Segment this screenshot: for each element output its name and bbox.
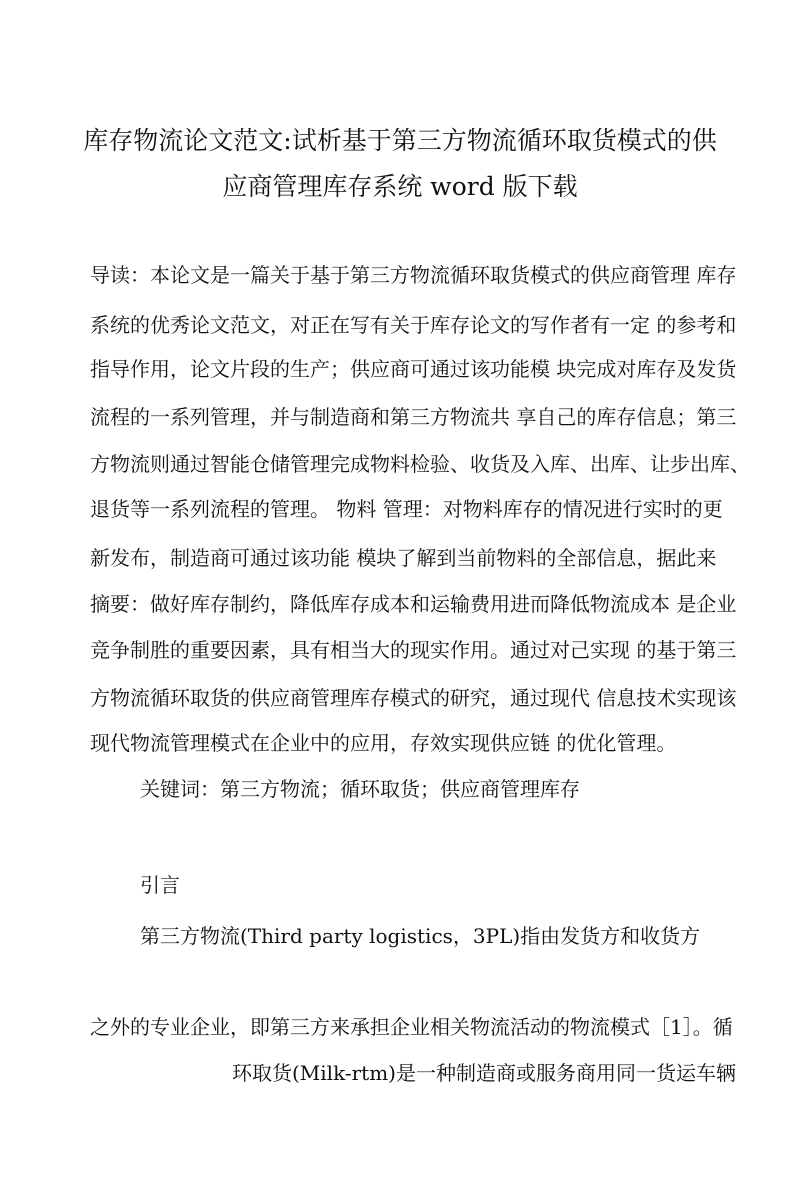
intro-line: 流程的一系列管理，并与制造商和第三方物流共 享自己的库存信息；第三 xyxy=(90,405,737,429)
intro-line: 导读：本论文是一篇关于基于第三方物流循环取货模式的供应商管理 库存 xyxy=(90,263,737,287)
intro-line: 指导作用，论文片段的生产；供应商可通过该功能模 块完成对库存及发货 xyxy=(90,357,737,381)
section-heading: 引言 xyxy=(140,873,180,897)
title-line-1: 库存物流论文范文:试析基于第三方物流循环取货模式的供 xyxy=(83,126,717,155)
keywords: 关键词：第三方物流；循环取货；供应商管理库存 xyxy=(140,777,580,801)
intro-line: 摘要：做好库存制约，降低库存成本和运输费用进而降低物流成本 是企业 xyxy=(90,592,737,616)
paragraph-line: 之外的专业企业，即第三方来承担企业相关物流活动的物流模式［1］。循 xyxy=(90,1015,733,1039)
intro-line: 新发布，制造商可通过该功能 模块了解到当前物料的全部信息，据此来 xyxy=(90,546,717,570)
intro-line: 方物流则通过智能仓储管理完成物料检验、收货及入库、出库、让步出库、 xyxy=(90,452,750,476)
intro-line: 现代物流管理模式在企业中的应用，存效实现供应链 的优化管理。 xyxy=(90,731,677,755)
title-line-2: 应商管理库存系统 word 版下载 xyxy=(222,172,578,201)
intro-line: 系统的优秀论文范文，对正在写有关于库存论文的写作者有一定 的参考和 xyxy=(90,313,737,337)
document-title xyxy=(60,118,740,210)
intro-line: 退货等一系列流程的管理。 物料 管理：对物料库存的情况进行实时的更 xyxy=(90,497,723,521)
intro-line: 方物流循环取货的供应商管理库存模式的研究，通过现代 信息技术实现该 xyxy=(90,686,737,710)
paragraph-line: 环取货(Milk-rtm)是一种制造商或服务商用同一货运车辆 xyxy=(232,1061,736,1085)
intro-line: 竞争制胜的重要因素，具有相当大的现实作用。通过对己实现 的基于第三 xyxy=(90,638,737,662)
paragraph-line: 第三方物流(Third party logistics，3PL)指由发货方和收货方 xyxy=(140,924,701,948)
